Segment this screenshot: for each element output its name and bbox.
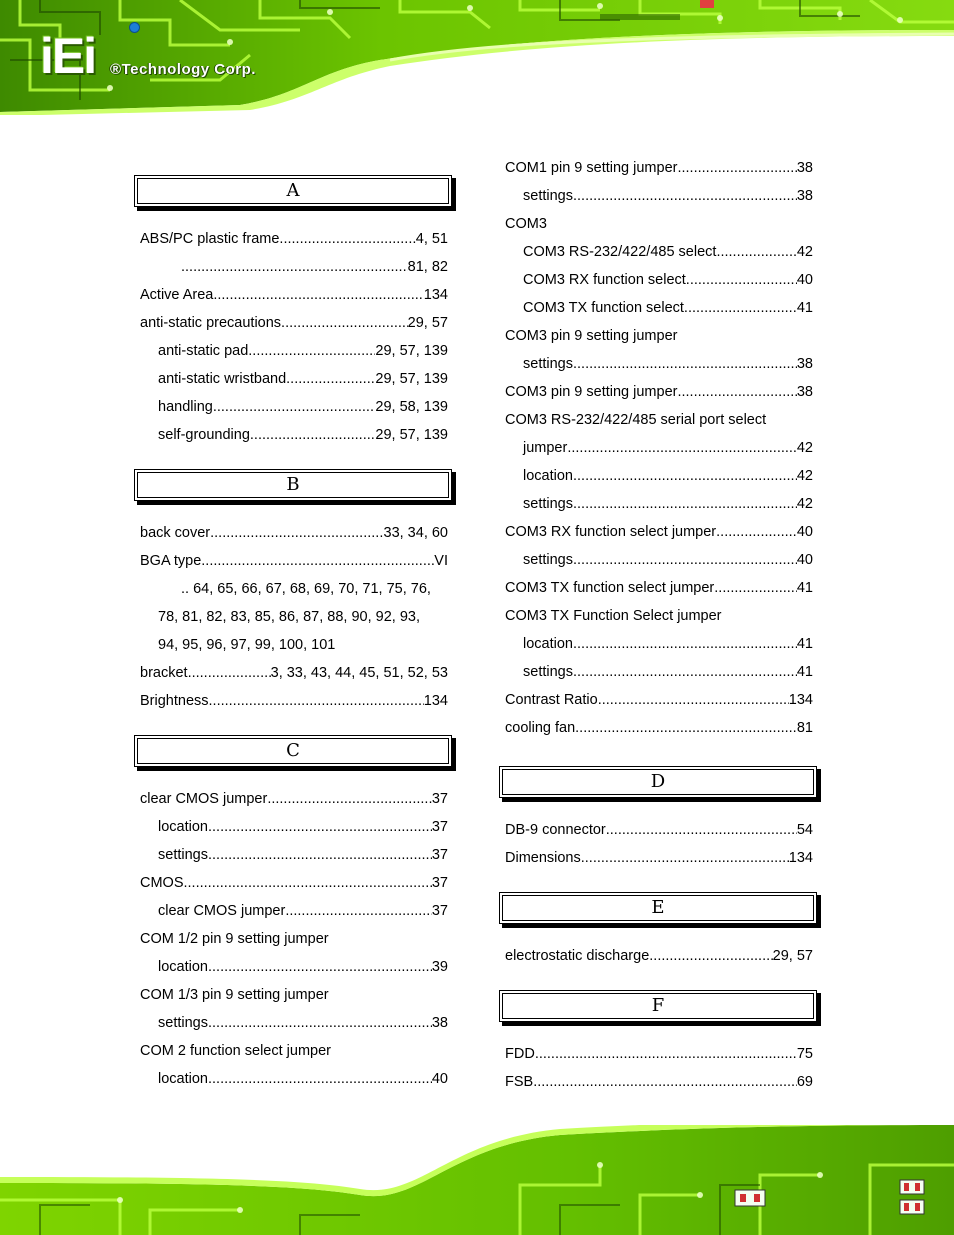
index-page-numbers: 3, 33, 43, 44, 45, 51, 52, 53 xyxy=(270,665,448,681)
index-entry-text: 78, 81, 82, 83, 85, 86, 87, 88, 90, 92, 93, xyxy=(158,609,421,625)
section-letter-box xyxy=(134,175,456,211)
index-entry xyxy=(497,154,813,182)
index-term: COM3 RX function select xyxy=(523,272,686,288)
section-letter: F xyxy=(651,995,665,1016)
dot-leader xyxy=(213,393,376,421)
index-page-numbers: 38 xyxy=(796,188,813,204)
index-term: clear CMOS jumper xyxy=(140,791,268,807)
dot-leader xyxy=(208,1065,432,1093)
index-entry xyxy=(132,421,448,449)
index-entry xyxy=(497,574,813,602)
index-page-numbers: 42 xyxy=(796,468,813,484)
dot-leader xyxy=(684,294,797,322)
index-page-numbers: 40 xyxy=(796,552,813,568)
index-term: electrostatic discharge xyxy=(505,948,650,964)
index-entry xyxy=(497,686,813,714)
index-section-b xyxy=(132,469,452,735)
index-entry xyxy=(497,434,813,462)
index-entry xyxy=(497,490,813,518)
index-term: location xyxy=(523,468,573,484)
index-entry xyxy=(497,238,813,266)
index-section-d xyxy=(497,766,817,892)
index-entry xyxy=(132,925,448,953)
index-term: Dimensions xyxy=(505,850,581,866)
index-page-numbers: 54 xyxy=(796,822,813,838)
index-entry xyxy=(497,546,813,574)
index-page-numbers: 37 xyxy=(431,847,448,863)
circuit-board-header-graphic xyxy=(0,0,954,115)
index-page-numbers: 4, 51 xyxy=(415,231,448,247)
dot-leader xyxy=(201,547,434,575)
dot-leader xyxy=(535,1040,797,1068)
index-entry xyxy=(497,518,813,546)
dot-leader xyxy=(286,365,375,393)
index-entry xyxy=(132,519,448,547)
index-page-numbers: 41 xyxy=(796,664,813,680)
index-entry-text: COM3 pin 9 setting jumper xyxy=(505,328,678,344)
dot-leader xyxy=(567,434,797,462)
index-entry xyxy=(132,869,448,897)
index-entry xyxy=(497,406,813,434)
dot-leader xyxy=(573,182,797,210)
index-entry xyxy=(132,547,448,575)
dot-leader xyxy=(208,953,432,981)
index-page-numbers: 41 xyxy=(796,300,813,316)
index-page-numbers: 41 xyxy=(796,580,813,596)
index-entry xyxy=(497,714,813,742)
index-term: DB-9 connector xyxy=(505,822,606,838)
index-entry xyxy=(132,393,448,421)
circuit-board-footer-graphic xyxy=(0,1125,954,1235)
index-page-numbers: 29, 57, 139 xyxy=(375,427,448,443)
index-entry xyxy=(497,844,813,872)
dot-leader xyxy=(281,309,408,337)
index-page-numbers: 37 xyxy=(431,903,448,919)
index-term: FDD xyxy=(505,1046,535,1062)
dot-leader xyxy=(279,225,415,253)
dot-leader xyxy=(677,154,796,182)
dot-leader xyxy=(598,686,789,714)
index-entry xyxy=(132,281,448,309)
dot-leader xyxy=(575,714,797,742)
index-page-numbers: 37 xyxy=(431,819,448,835)
index-page-numbers: 42 xyxy=(796,440,813,456)
index-page-numbers: 41 xyxy=(796,636,813,652)
index-right-column xyxy=(497,154,817,1116)
index-entry xyxy=(132,813,448,841)
index-term: Active Area xyxy=(140,287,214,303)
index-entry xyxy=(132,785,448,813)
dot-leader xyxy=(606,816,797,844)
header-banner xyxy=(0,0,954,115)
index-term: BGA type xyxy=(140,553,202,569)
index-entry-text: COM3 TX Function Select jumper xyxy=(505,608,722,624)
index-page-numbers: 37 xyxy=(431,875,448,891)
section-letter: E xyxy=(651,897,665,918)
dot-leader xyxy=(285,897,432,925)
index-term: back cover xyxy=(140,525,211,541)
index-entry xyxy=(132,659,448,687)
index-term: anti-static pad xyxy=(158,343,249,359)
index-page-numbers: 29, 57 xyxy=(407,315,448,331)
index-term: COM3 RS-232/422/485 select xyxy=(523,244,717,260)
index-entry xyxy=(497,942,813,970)
index-entry xyxy=(132,953,448,981)
section-letter-box xyxy=(134,469,456,505)
dot-leader xyxy=(213,281,423,309)
index-term: anti-static precautions xyxy=(140,315,282,331)
index-entry xyxy=(132,365,448,393)
dot-leader xyxy=(533,1068,797,1096)
dot-leader xyxy=(573,546,797,574)
index-entry xyxy=(132,603,448,631)
index-entry xyxy=(132,841,448,869)
index-term: settings xyxy=(523,552,573,568)
section-letter-box xyxy=(499,766,821,802)
index-term: COM3 pin 9 setting jumper xyxy=(505,384,678,400)
index-entry xyxy=(132,225,448,253)
index-term: location xyxy=(158,959,208,975)
index-page-numbers: 38 xyxy=(796,384,813,400)
index-entry xyxy=(497,350,813,378)
index-page-numbers: 134 xyxy=(423,287,448,303)
dot-leader xyxy=(209,687,424,715)
dot-leader xyxy=(188,659,271,687)
section-letter: B xyxy=(286,474,300,495)
index-c-continued xyxy=(497,154,817,766)
index-entry xyxy=(132,687,448,715)
index-term: FSB xyxy=(505,1074,534,1090)
index-page-numbers: 42 xyxy=(796,496,813,512)
dot-leader xyxy=(248,337,375,365)
index-term: Contrast Ratio xyxy=(505,692,598,708)
index-term: Brightness xyxy=(140,693,209,709)
index-entry xyxy=(132,337,448,365)
dot-leader xyxy=(714,574,797,602)
dot-leader xyxy=(686,266,797,294)
dot-leader xyxy=(581,844,789,872)
dot-leader xyxy=(573,658,797,686)
index-term: location xyxy=(158,819,208,835)
section-letter-box xyxy=(499,990,821,1026)
index-term: location xyxy=(158,1071,208,1087)
dot-leader xyxy=(181,253,408,281)
index-entry xyxy=(132,897,448,925)
index-term: settings xyxy=(523,664,573,680)
index-term: COM1 pin 9 setting jumper xyxy=(505,160,678,176)
dot-leader xyxy=(716,238,796,266)
index-entry xyxy=(132,575,448,603)
index-page-numbers: 37 xyxy=(431,791,448,807)
index-entry xyxy=(497,210,813,238)
index-term: jumper xyxy=(523,440,568,456)
index-page-numbers: 33, 34, 60 xyxy=(383,525,448,541)
index-page-numbers: 134 xyxy=(788,692,813,708)
index-section-e xyxy=(497,892,817,990)
index-term: COM3 TX function select xyxy=(523,300,684,316)
dot-leader xyxy=(573,350,797,378)
index-right-sections xyxy=(497,766,817,1116)
index-page-numbers: 40 xyxy=(796,524,813,540)
index-page-numbers: 29, 57, 139 xyxy=(375,371,448,387)
index-page-numbers: 38 xyxy=(431,1015,448,1031)
dot-leader xyxy=(208,1009,432,1037)
logo-letters: iEi xyxy=(40,28,96,84)
index-entry xyxy=(497,816,813,844)
index-page-numbers: 42 xyxy=(796,244,813,260)
index-entry xyxy=(497,294,813,322)
index-entry xyxy=(497,182,813,210)
index-section-f xyxy=(497,990,817,1116)
index-section-c xyxy=(132,735,452,1113)
index-term: location xyxy=(523,636,573,652)
section-letter: D xyxy=(650,771,666,792)
dot-leader xyxy=(208,841,432,869)
index-entry xyxy=(497,462,813,490)
dot-leader xyxy=(210,519,383,547)
index-page-numbers: 39 xyxy=(431,959,448,975)
index-entry xyxy=(497,266,813,294)
index-term: cooling fan xyxy=(505,720,576,736)
dot-leader xyxy=(677,378,796,406)
index-page-numbers: 81 xyxy=(796,720,813,736)
index-entry-text: COM 1/3 pin 9 setting jumper xyxy=(140,987,329,1003)
index-term: settings xyxy=(158,847,208,863)
index-page-numbers: 75 xyxy=(796,1046,813,1062)
index-entry xyxy=(497,378,813,406)
index-page-numbers: 81, 82 xyxy=(407,259,448,275)
index-term: anti-static wristband xyxy=(158,371,287,387)
index-page-numbers: 40 xyxy=(431,1071,448,1087)
section-letter: A xyxy=(286,180,300,201)
index-entry xyxy=(497,658,813,686)
index-term: handling xyxy=(158,399,213,415)
index-term: self-grounding xyxy=(158,427,250,443)
footer-banner xyxy=(0,1125,954,1235)
index-page-numbers: 134 xyxy=(788,850,813,866)
index-page-numbers: 29, 57 xyxy=(772,948,813,964)
index-page-numbers: 29, 58, 139 xyxy=(375,399,448,415)
index-entry xyxy=(132,981,448,1009)
index-entry xyxy=(132,309,448,337)
index-page-numbers: 40 xyxy=(796,272,813,288)
dot-leader xyxy=(573,490,797,518)
dot-leader xyxy=(649,942,772,970)
section-letter-box xyxy=(134,735,456,771)
index-term: CMOS xyxy=(140,875,184,891)
index-page-numbers: 38 xyxy=(796,160,813,176)
index-entry xyxy=(497,630,813,658)
section-letter: C xyxy=(286,740,300,761)
index-term: COM3 TX function select jumper xyxy=(505,580,715,596)
dot-leader xyxy=(208,813,432,841)
index-term: clear CMOS jumper xyxy=(158,903,286,919)
index-term: ABS/PC plastic frame xyxy=(140,231,280,247)
dot-leader xyxy=(573,630,797,658)
index-term: settings xyxy=(523,188,573,204)
index-entry xyxy=(497,1040,813,1068)
index-page-numbers: 134 xyxy=(423,693,448,709)
index-entry-text: COM 2 function select jumper xyxy=(140,1043,331,1059)
company-logo xyxy=(40,28,96,84)
dot-leader xyxy=(267,785,432,813)
section-letter-box xyxy=(499,892,821,928)
index-page-numbers: 38 xyxy=(796,356,813,372)
index-entry-text: COM3 xyxy=(505,216,547,232)
index-section-a xyxy=(132,175,452,469)
index-entry-text: 94, 95, 96, 97, 99, 100, 101 xyxy=(158,637,336,653)
index-entry-text: COM3 RS-232/422/485 serial port select xyxy=(505,412,767,428)
index-term: settings xyxy=(523,496,573,512)
index-entry xyxy=(132,1037,448,1065)
index-term: bracket xyxy=(140,665,188,681)
index-term: COM3 RX function select jumper xyxy=(505,524,717,540)
index-entry-text: .. 64, 65, 66, 67, 68, 69, 70, 71, 75, 76, xyxy=(181,581,431,597)
dot-leader xyxy=(716,518,797,546)
index-entry xyxy=(132,253,448,281)
index-term: settings xyxy=(158,1015,208,1031)
dot-leader xyxy=(184,869,432,897)
logo-subtitle: ®Technology Corp. xyxy=(110,61,256,78)
dot-leader xyxy=(573,462,797,490)
index-entry xyxy=(497,1068,813,1096)
index-entry xyxy=(497,602,813,630)
index-page-numbers: 29, 57, 139 xyxy=(375,343,448,359)
index-page-numbers: VI xyxy=(434,553,448,569)
index-entry xyxy=(497,322,813,350)
index-entry-text: COM 1/2 pin 9 setting jumper xyxy=(140,931,329,947)
dot-leader xyxy=(250,421,376,449)
index-left-column xyxy=(132,175,452,1113)
index-entry xyxy=(132,1009,448,1037)
index-page-numbers: 69 xyxy=(796,1074,813,1090)
index-entry xyxy=(132,631,448,659)
index-entry xyxy=(132,1065,448,1093)
index-term: settings xyxy=(523,356,573,372)
logo-dot-icon xyxy=(129,22,140,33)
